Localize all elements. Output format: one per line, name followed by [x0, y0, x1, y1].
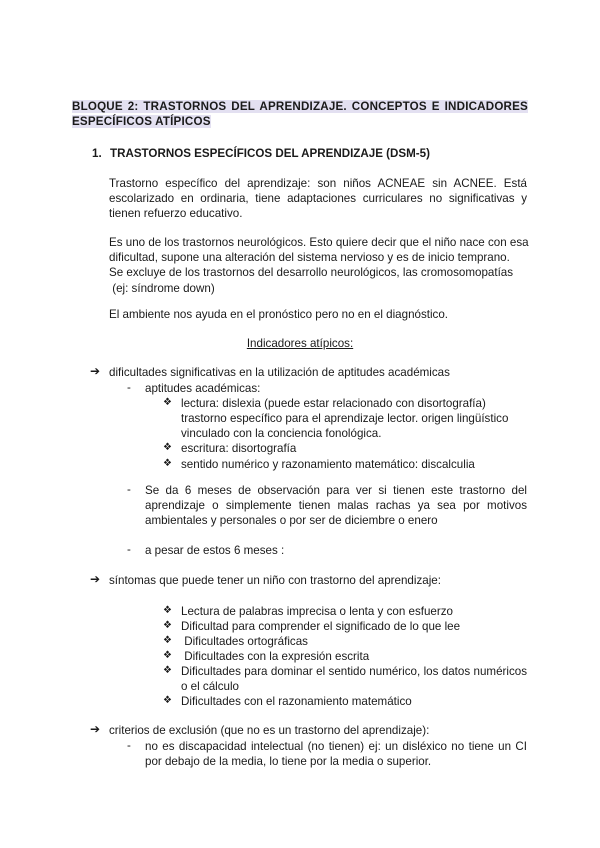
item-writing: escritura: disortografía — [181, 442, 297, 455]
diamond-bullet-icon: ❖ — [163, 620, 172, 631]
bullet-exclusion: criterios de exclusión (que no es un trastorno del aprendizaje): — [109, 724, 430, 737]
document-title — [72, 99, 528, 129]
paragraph-definition: Trastorno específico del aprendizaje: son niños ACNEAE sin ACNEE. Está escolarizado en ordinaria, tiene adaptaciones curriculares no significativas y tienen refuerzo educativo. — [109, 177, 527, 221]
symptom-item: Dificultad para comprender el significado de lo que lee — [181, 620, 461, 633]
sub-intellectual-disability: no es discapacidad intelectual (no tienen) ej: un disléxico no tiene un CI por debajo de la media, lo tiene por la media o superior. — [145, 740, 527, 769]
bullet-difficulties: dificultades significativas en la utilización de aptitudes académicas — [109, 366, 450, 379]
diamond-bullet-icon: ❖ — [163, 605, 172, 616]
diamond-bullet-icon: ❖ — [163, 635, 172, 646]
sub-academic-aptitudes: aptitudes académicas: — [145, 382, 261, 395]
arrow-bullet-icon: ➔ — [90, 364, 101, 378]
symptom-item: Dificultades para dominar el sentido numérico, los datos numéricos o el cálculo — [181, 665, 527, 694]
diamond-bullet-icon: ❖ — [163, 458, 172, 469]
indicators-heading: Indicadores atípicos: — [246, 337, 354, 350]
diamond-bullet-icon: ❖ — [163, 695, 172, 706]
paragraph-neurological-line-1: Es uno de los trastornos neurológicos. Esto quiere decir que el niño nace con esa — [109, 236, 529, 249]
dash-bullet-icon: - — [127, 381, 131, 394]
paragraph-environment: El ambiente nos ayuda en el pronóstico pero no en el diagnóstico. — [109, 308, 449, 321]
title-line-2: ESPECÍFICOS ATÍPICOS — [72, 115, 211, 129]
symptom-item: Dificultades con la expresión escrita — [181, 650, 370, 663]
diamond-bullet-icon: ❖ — [163, 650, 172, 661]
section-number: 1. — [92, 147, 102, 160]
symptom-item: Dificultades con el razonamiento matemático — [181, 695, 412, 708]
dash-bullet-icon: - — [127, 483, 131, 496]
diamond-bullet-icon: ❖ — [163, 397, 172, 408]
symptom-item: Lectura de palabras imprecisa o lenta y con esfuerzo — [181, 605, 453, 618]
section-heading — [92, 146, 430, 161]
paragraph-neurological-line-2: dificultad, supone una alteración del sistema nervioso y es de inicio temprano. — [109, 251, 510, 265]
symptom-item: Dificultades ortográficas — [181, 635, 308, 648]
item-math: sentido numérico y razonamiento matemático: discalculia — [181, 458, 475, 471]
paragraph-neurological-line-4: (ej: síndrome down) — [109, 281, 215, 295]
dash-bullet-icon: - — [127, 739, 131, 752]
paragraph-neurological-line-3: Se excluye de los trastornos del desarrollo neurológicos, las cromosomopatías — [109, 266, 514, 280]
diamond-bullet-icon: ❖ — [163, 665, 172, 676]
dash-bullet-icon: - — [127, 543, 131, 556]
item-reading: lectura: dislexia (puede estar relacionado con disortografía) trastorno específico para el aprendizaje lector. origen lingüístico vinculado con la conciencia fonológica. — [181, 397, 509, 441]
diamond-bullet-icon: ❖ — [163, 442, 172, 453]
paragraph-neurological — [109, 235, 529, 296]
bullet-symptoms: síntomas que puede tener un niño con trastorno del aprendizaje: — [109, 574, 441, 587]
arrow-bullet-icon: ➔ — [90, 722, 101, 736]
sub-observation: Se da 6 meses de observación para ver si tienen este trastorno del aprendizaje o simplemente tienen malas rachas ya sea por motivos ambientales y personales o por ser de diciembre o enero — [145, 484, 527, 528]
section-title: TRASTORNOS ESPECÍFICOS DEL APRENDIZAJE (DSM-5) — [110, 147, 430, 160]
title-line-1: BLOQUE 2: TRASTORNOS DEL APRENDIZAJE. CONCEPTOS E INDICADORES — [72, 100, 528, 113]
sub-despite: a pesar de estos 6 meses : — [145, 544, 285, 557]
arrow-bullet-icon: ➔ — [90, 572, 101, 586]
